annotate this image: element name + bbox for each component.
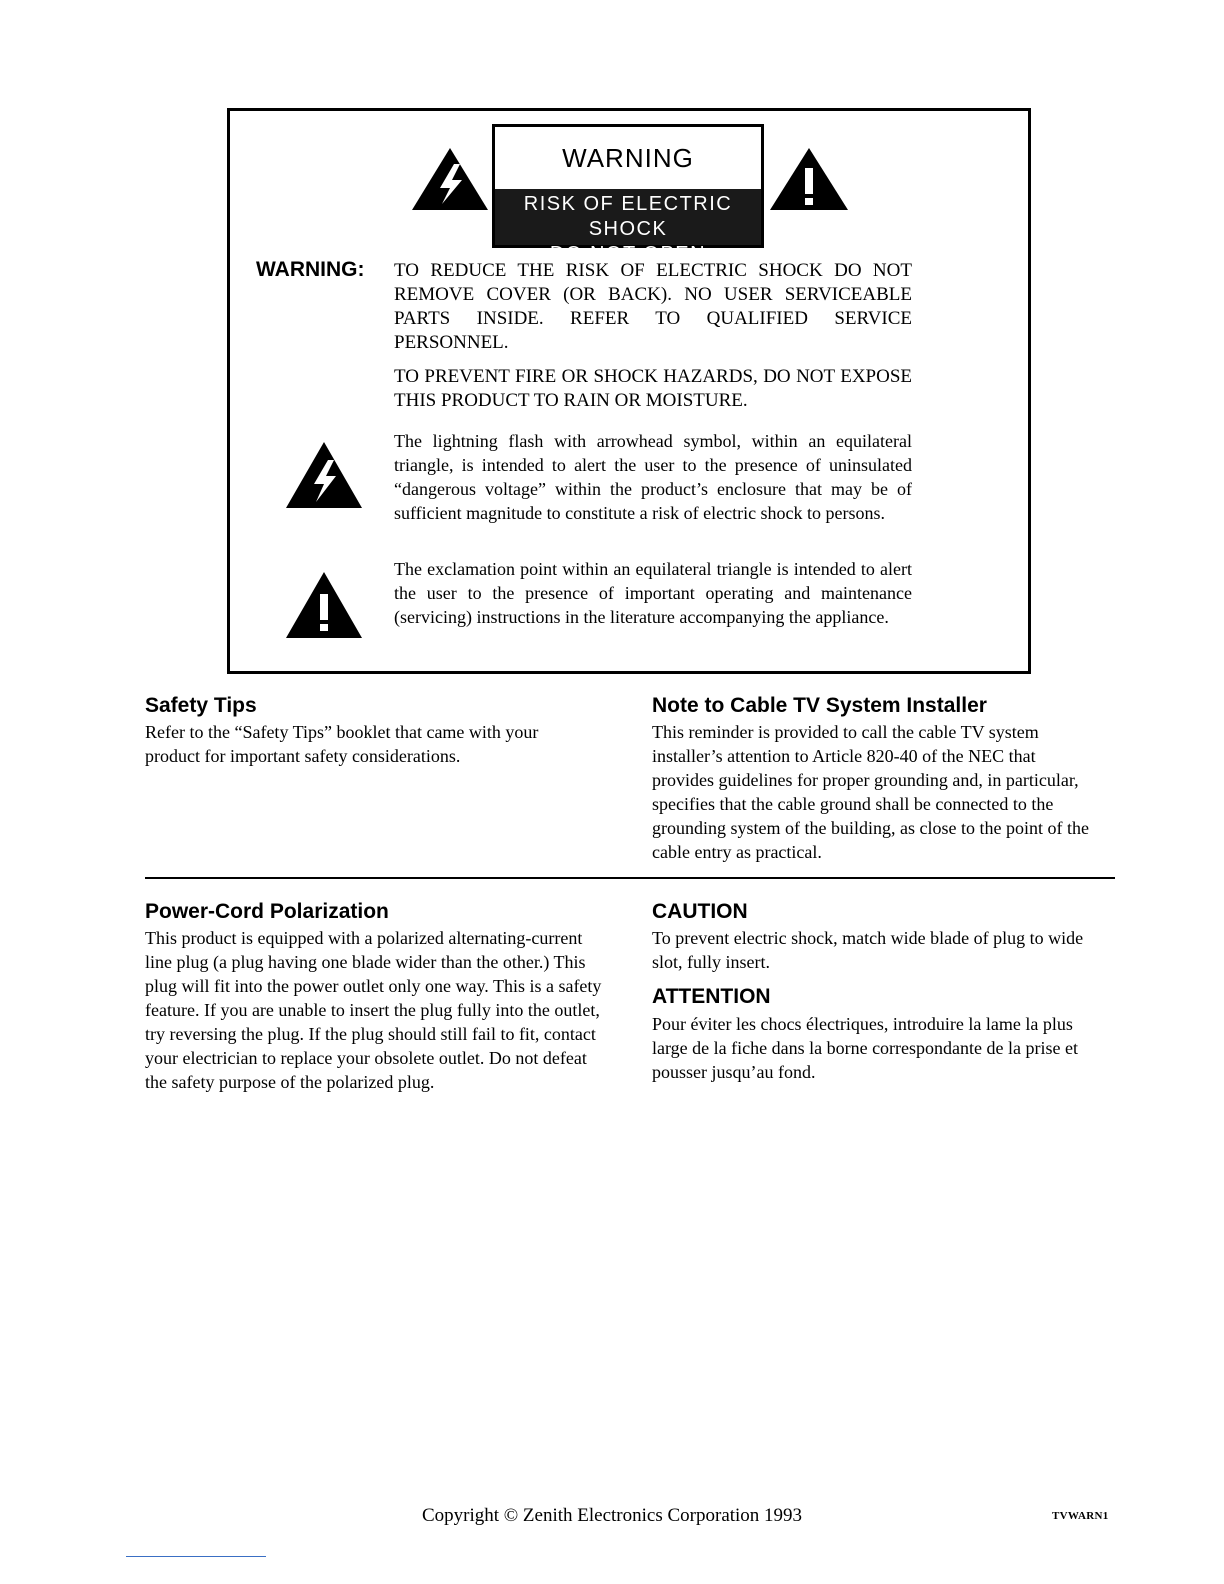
- label-title: WARNING: [562, 142, 694, 173]
- lightning-triangle-icon: [410, 146, 490, 212]
- exclamation-triangle-icon: [284, 570, 364, 640]
- section-divider: [145, 877, 1115, 879]
- warning-heading: WARNING:: [256, 258, 365, 281]
- caution-text: To prevent electric shock, match wide blade of plug to wide slot, fully insert.: [652, 928, 1084, 972]
- lightning-symbol-description: The lightning flash with arrowhead symbol, within an equilateral triangle, is intended to alert the user to the presence of uninsulated “dangerous voltage” within the product’s enclosure that may be of sufficient magnitude to constitute a risk of electric shock to persons.: [394, 431, 912, 523]
- cable-note-heading: Note to Cable TV System Installer: [652, 694, 987, 717]
- label-line-1: RISK OF ELECTRIC SHOCK: [523, 193, 733, 240]
- caution-heading: CAUTION: [652, 900, 748, 923]
- warning-paragraph-1: TO REDUCE THE RISK OF ELECTRIC SHOCK DO NOT REMOVE COVER (OR BACK). NO USER SERVICEABLE PARTS INSIDE. REFER TO QUALIFIED SERVICE PERSONNEL.: [394, 260, 912, 353]
- copyright-notice: Copyright © Zenith Electronics Corporation 1993: [421, 1505, 803, 1526]
- label-risk-banner: [495, 189, 761, 265]
- page-edge-line: [126, 1556, 266, 1557]
- attention-heading: ATTENTION: [652, 985, 771, 1008]
- polarization-heading: Power-Cord Polarization: [145, 900, 389, 923]
- exclamation-triangle-icon: [768, 146, 850, 212]
- warning-label-box: [492, 124, 764, 265]
- label-line-2: DO NOT OPEN: [549, 243, 707, 265]
- safety-tips-heading: Safety Tips: [145, 694, 257, 717]
- document-code: TVWARN1: [1052, 1510, 1109, 1522]
- attention-text: Pour éviter les chocs électriques, introduire la lame la plus large de la fiche dans la borne correspondante de la prise et pousser jusqu’au fond.: [652, 1014, 1078, 1082]
- lightning-triangle-icon: [284, 440, 364, 510]
- warning-paragraph-2: TO PREVENT FIRE OR SHOCK HAZARDS, DO NOT EXPOSE THIS PRODUCT TO RAIN OR MOISTURE.: [394, 366, 912, 411]
- cable-note-text: This reminder is provided to call the cable TV system installer’s attention to Article 820-40 of the NEC that provides guidelines for proper grounding and, in particular, specifies that the cable ground shall be connected to the grounding system of the building, as close to the point of the cable entry as practical.: [652, 722, 1089, 862]
- safety-tips-text: Refer to the “Safety Tips” booklet that came with your product for important safety considerations.: [145, 722, 539, 766]
- exclamation-symbol-description: The exclamation point within an equilateral triangle is intended to alert the user to the presence of important operating and maintenance (servicing) instructions in the literature accompanying the appliance.: [394, 559, 912, 627]
- polarization-text: This product is equipped with a polarized alternating-current line plug (a plug having one blade wider than the other.) This plug will fit into the power outlet only one way. This is a safety feature. If you are unable to insert the plug fully into the outlet, try reversing the plug. If the plug should still fail to fit, contact your electrician to replace your obsolete outlet. Do not defeat the safety purpose of the polarized plug.: [145, 928, 602, 1092]
